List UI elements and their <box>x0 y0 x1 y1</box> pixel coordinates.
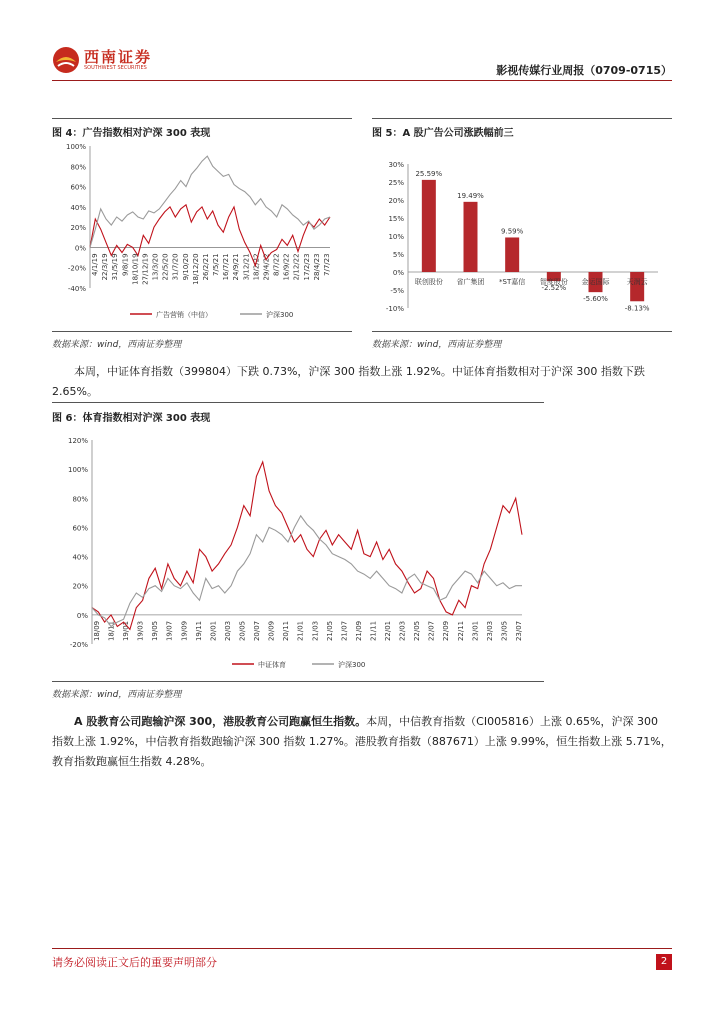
x-tick-label: 8/7/22 <box>272 253 281 276</box>
bar-value-label: -5.60% <box>583 295 608 304</box>
fig5-top-rule <box>372 118 672 119</box>
x-tick-label: 2/12/22 <box>292 253 301 281</box>
category-label: 联创股份 <box>414 278 443 286</box>
y-tick-label: 100% <box>65 143 86 151</box>
fig6-source: 数据来源：wind，西南证券整理 <box>52 690 182 700</box>
x-tick-label: 21/03 <box>311 620 320 642</box>
x-tick-label: 23/05 <box>500 620 509 642</box>
page-number-badge <box>656 954 672 970</box>
x-tick-label: 19/01 <box>122 620 131 642</box>
footer-disclaimer: 请务必阅读正文后的重要声明部分 <box>52 956 217 969</box>
category-label: 天润云 <box>626 278 648 286</box>
x-tick-label: 18/10/19 <box>131 253 140 285</box>
x-tick-label: 20/05 <box>238 620 247 642</box>
x-tick-label: 19/07 <box>165 620 174 642</box>
fig4-source: 数据来源：wind，西南证券整理 <box>52 340 182 350</box>
x-tick-label: 7/7/23 <box>323 253 331 276</box>
bar-2 <box>505 237 519 272</box>
fig4-bottom-rule <box>52 331 352 332</box>
bar-value-label: 19.49% <box>457 191 484 200</box>
x-tick-label: 20/03 <box>223 620 232 642</box>
fig5-title: 图 5：A 股广告公司涨跌幅前三 <box>372 128 514 139</box>
fig6-top-rule <box>52 402 544 403</box>
y-tick-label: 100% <box>67 466 88 475</box>
fig5-chart <box>372 138 672 328</box>
y-tick-label: -20% <box>67 264 86 273</box>
x-tick-label: 23/01 <box>471 620 480 642</box>
x-tick-label: 7/5/21 <box>212 253 221 276</box>
y-tick-label: -20% <box>69 641 88 649</box>
y-tick-label: 30% <box>388 161 404 169</box>
x-tick-label: 22/01 <box>384 620 393 642</box>
y-tick-label: 20% <box>388 197 404 205</box>
x-tick-label: 22/07 <box>427 620 436 642</box>
x-tick-label: 22/3/19 <box>101 253 110 281</box>
bar-value-label: 25.59% <box>415 169 443 178</box>
y-tick-label: 20% <box>70 224 86 233</box>
paragraph-sports-text: 本周，中证体育指数（399804）下跌 0.73%，沪深 300 指数上涨 1.92%。中证体育指数相对于沪深 300 指数下跌 2.65%。 <box>52 365 645 398</box>
bar-value-label: 9.59% <box>501 227 524 236</box>
category-label: 省广集团 <box>456 278 485 286</box>
x-tick-label: 22/03 <box>398 620 407 642</box>
bar-0 <box>422 180 436 272</box>
x-tick-label: 4/1/19 <box>91 253 99 276</box>
x-tick-label: 31/5/19 <box>111 253 120 281</box>
x-tick-label: 3/12/21 <box>242 253 251 281</box>
series-line-0 <box>92 462 522 630</box>
bar-value-label: -2.52% <box>541 284 567 293</box>
paragraph-sports-index <box>52 362 672 402</box>
paragraph-education <box>52 712 672 772</box>
x-tick-label: 29/4/22 <box>262 253 271 281</box>
x-tick-label: 28/4/23 <box>312 253 321 281</box>
y-tick-label: -10% <box>385 305 404 313</box>
paragraph-education-text: 本周，中信教育指数（CI005816）上涨 0.65%，沪深 300 指数上涨 1.92%，中信教育指数跑输沪深 300 指数 1.27%。港股教育指数（887671）上涨 9.99%，恒生指数上涨 5.71%，教育指数跑赢恒生指数 4.28%。 <box>52 715 672 768</box>
legend-label-0: 中证体育 <box>258 661 286 669</box>
x-tick-label: 21/09 <box>354 620 363 642</box>
x-tick-label: 16/7/21 <box>222 253 231 281</box>
y-tick-label: -5% <box>390 287 404 295</box>
x-tick-label: 13/3/20 <box>151 253 160 281</box>
x-tick-label: 21/05 <box>325 620 334 642</box>
x-tick-label: 19/05 <box>151 620 160 642</box>
x-tick-label: 18/12/20 <box>191 253 200 285</box>
bar-1 <box>464 202 478 272</box>
y-tick-label: 0% <box>392 269 404 277</box>
logo-emblem-icon <box>52 46 80 74</box>
y-tick-label: 60% <box>72 524 88 533</box>
x-tick-label: 23/07 <box>515 620 523 642</box>
x-tick-label: 22/05 <box>413 620 422 642</box>
fig6-title: 图 6：体育指数相对沪深 300 表现 <box>52 413 211 424</box>
x-tick-label: 16/9/22 <box>282 253 291 281</box>
y-tick-label: 0% <box>74 244 86 253</box>
x-tick-label: 24/9/21 <box>232 253 241 281</box>
header-rule <box>52 80 672 81</box>
y-tick-label: 5% <box>392 251 404 259</box>
fig5-source: 数据来源：wind，西南证券整理 <box>372 340 502 350</box>
bar-value-label: -8.13% <box>624 304 650 313</box>
x-tick-label: 21/11 <box>369 620 378 642</box>
x-tick-label: 21/07 <box>340 620 349 642</box>
x-tick-label: 17/2/23 <box>302 253 311 281</box>
x-tick-label: 20/09 <box>267 620 276 642</box>
x-tick-label: 20/01 <box>209 620 218 642</box>
company-logo <box>52 44 162 76</box>
x-tick-label: 18/2/22 <box>252 253 261 281</box>
y-tick-label: 20% <box>72 582 88 591</box>
y-tick-label: -40% <box>67 285 86 293</box>
x-tick-label: 31/7/20 <box>171 253 180 281</box>
category-label: *ST嘉信 <box>499 278 526 286</box>
x-tick-label: 9/8/19 <box>121 253 130 276</box>
y-tick-label: 25% <box>388 179 404 187</box>
y-tick-label: 80% <box>72 495 88 504</box>
x-tick-label: 22/5/20 <box>161 253 170 281</box>
fig5-bottom-rule <box>372 331 672 332</box>
x-tick-label: 18/09 <box>93 620 101 642</box>
x-tick-label: 21/01 <box>296 620 305 642</box>
legend-label-0: 广告营销（中信） <box>156 311 212 319</box>
fig4-top-rule <box>52 118 352 119</box>
y-tick-label: 40% <box>72 553 88 562</box>
x-tick-label: 23/03 <box>485 620 494 642</box>
y-tick-label: 40% <box>70 203 86 212</box>
category-label: 金运国际 <box>581 278 610 286</box>
fig6-bottom-rule <box>52 681 544 682</box>
y-tick-label: 15% <box>388 215 404 223</box>
fig4-title: 图 4：广告指数相对沪深 300 表现 <box>52 128 211 139</box>
x-tick-label: 20/11 <box>282 620 291 642</box>
series-line-1 <box>90 156 330 247</box>
x-tick-label: 19/03 <box>136 620 145 642</box>
x-tick-label: 20/07 <box>253 620 262 642</box>
x-tick-label: 19/09 <box>180 620 189 642</box>
category-label: 智度股份 <box>539 278 568 286</box>
fig4-chart <box>52 138 352 328</box>
page-number: 2 <box>660 956 668 967</box>
footer-rule <box>52 948 672 949</box>
legend-label-1: 沪深300 <box>266 311 294 319</box>
x-tick-label: 19/11 <box>194 620 203 642</box>
report-title: 影视传媒行业周报（0709-0715） <box>496 64 672 77</box>
x-tick-label: 18/11 <box>107 620 116 642</box>
fig6-chart <box>52 428 544 678</box>
x-tick-label: 22/09 <box>442 620 451 642</box>
x-tick-label: 22/11 <box>456 620 465 642</box>
paragraph-education-lead: A 股教育公司跑输沪深 300，港股教育公司跑赢恒生指数。 <box>74 715 367 728</box>
y-tick-label: 10% <box>388 233 404 241</box>
logo-text-en: SOUTHWEST SECURITIES <box>84 65 147 71</box>
y-tick-label: 0% <box>76 611 88 620</box>
legend-label-1: 沪深300 <box>338 661 366 669</box>
x-tick-label: 26/2/21 <box>201 253 210 281</box>
y-tick-label: 120% <box>67 437 88 445</box>
x-tick-label: 9/10/20 <box>181 253 190 281</box>
y-tick-label: 80% <box>70 163 86 172</box>
x-tick-label: 27/12/19 <box>141 253 150 285</box>
y-tick-label: 60% <box>70 183 86 192</box>
logo-text-cn: 西南证券 <box>84 48 153 66</box>
bar-5 <box>630 272 644 301</box>
